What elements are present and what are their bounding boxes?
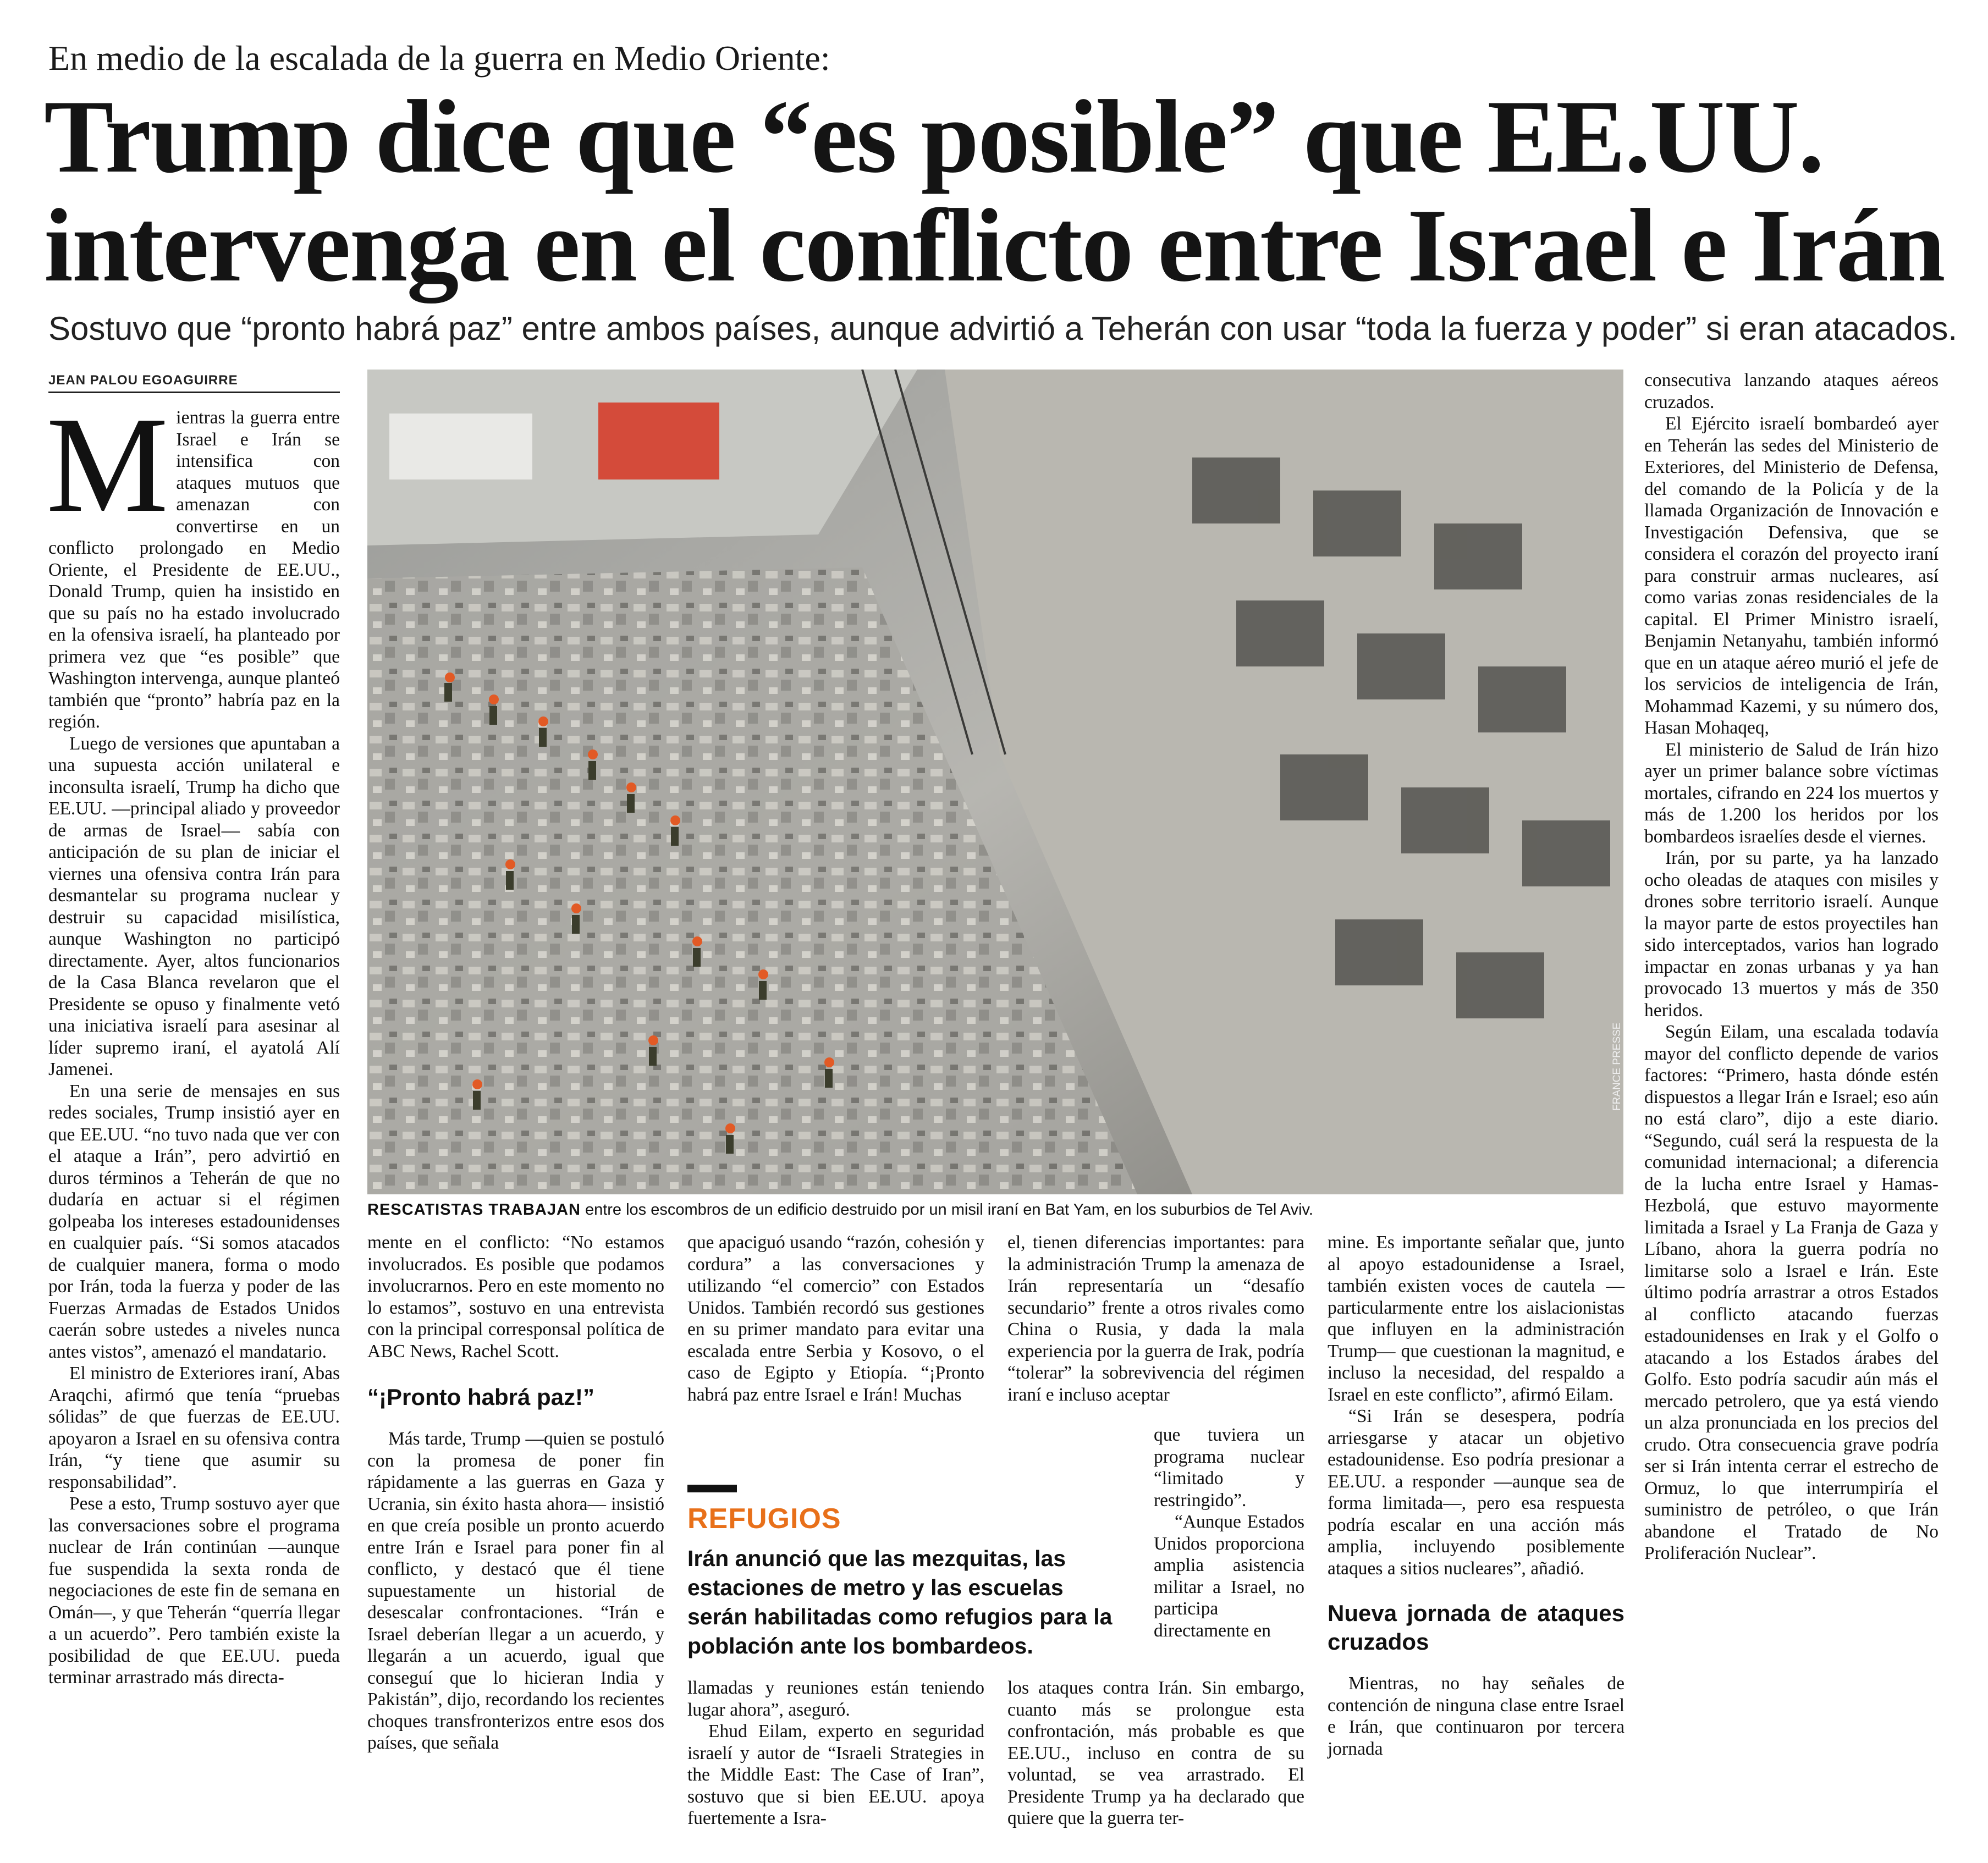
column-6: [1644, 370, 1939, 1564]
column-3-bottom: [687, 1677, 984, 1829]
paragraph: el, tienen diferencias importantes: para la administración Trump la amenaza de Irán representaría un “desafío secundario” frente a otros rivales como China o Rusia, y dada la mala experiencia por la guerra de Irak, podría “tolerar” la sobrevivencia del régimen iraní e incluso aceptar: [1007, 1232, 1304, 1405]
byline: JEAN PALOU EGOAGUIRRE: [48, 373, 340, 393]
paragraph: que tuviera un programa nuclear “limitado y restringido”.: [1154, 1425, 1304, 1511]
column-1: [46, 389, 340, 1689]
paragraph: Mientras, no hay señales de contención de ninguna clase entre Israel e Irán, que continuaron por tercera jornada: [1328, 1673, 1624, 1759]
paragraph: Según Eilam, una escalada todavía mayor del conflicto depende de varios factores: “Primero, hasta dónde estén dispuestos a llegar Irán e Israel; eso aún no está claro”, dijo a este diario. “Segundo, cuál será la respuesta de la comunidad internacional; a diferencia de la lucha entre Israel y Hamas-Hezbolá, que estuvo mayormente limitada a Israel y La Franja de Gaza y Líbano, ahora la guerra podría no limitarse solo a Israel e Irán. Este último podría arrastrar a otros Estados al conflicto atacando fuerzas estadounidenses en Irak y el Golfo o atacando a los Estados árabes del Golfo. Esto podría sacudir aún más el mercado petrolero, que ya está viendo un alza pronunciada en los precios del crudo. Otra consecuencia grave podría ser si Irán intenta cerrar el estrecho de Ormuz, lo que interrumpiría el suministro de petróleo, o que Irán abandone el Tratado de No Proliferación Nuclear”.: [1644, 1022, 1939, 1563]
paragraph: mine. Es importante señalar que, junto al apoyo estadounidense a Israel, también existen voces de cautela —particularmente entre los aislacionistas que influyen en la administración Trump— que cuestionan la magnitud, e incluso la necesidad, del respaldo a Israel en este conflicto”, afirmó Eilam.: [1328, 1232, 1624, 1405]
paragraph: El ministro de Exteriores iraní, Abas Araqchi, afirmó que tenía “pruebas sólidas” de que fuerzas de EE.UU. apoyaron a Israel en su ofensiva contra Irán, “y tiene que asumir su responsabilidad”.: [48, 1363, 340, 1492]
column-4-bottom: [1007, 1677, 1304, 1829]
refugios-box: [687, 1485, 1127, 1661]
paragraph-lead: [46, 389, 340, 733]
paragraph: En una serie de mensajes en sus redes sociales, Trump insistió ayer en que EE.UU. “no tuvo nada que ver con el ataque a Irán”, pero advirtió en duros términos a Teherán de que no dudaría en actuar si el régimen golpeaba los intereses estadounidenses en cualquier país. “Si somos atacados de cualquier manera, forma o modo por Irán, toda la fuerza y poder de las Fuerzas Armadas de Estados Unidos caerán sobre ustedes a niveles nunca antes vistos”, amenazó el mandatario.: [48, 1081, 340, 1362]
paragraph: llamadas y reuniones están teniendo lugar ahora”, aseguró.: [687, 1678, 984, 1720]
headline-line-1: Trump dice que “es posible” que EE.UU.: [44, 79, 1824, 195]
photo-caption: [367, 1200, 1632, 1220]
paragraph: Más tarde, Trump —quien se postuló con la promesa de poner fin rápidamente a las guerras en Gaza y Ucrania, sin éxito hasta ahora— insistió en que creía posible un pronto acuerdo entre Irán e Israel para poner fin al conflicto, y destacó que él tiene supuestamente un historial de desescalar confrontaciones. “Irán e Israel deberían llegar a un acuerdo, y llegarán a un acuerdo, igual que conseguí que lo hicieran India y Pakistán”, dijo, recordando los recientes choques transfronterizos entre esos dos países, que señala: [367, 1429, 664, 1753]
photo-credit: FRANCE PRESSE: [1611, 1022, 1623, 1111]
caption-text: entre los escombros de un edificio destruido por un misil iraní en Bat Yam, en los suburbios de Tel Aviv.: [580, 1201, 1313, 1219]
paragraph: “Si Irán se desespera, podría arriesgarse y atacar un objetivo estadounidense. Eso podría presionar a EE.UU. a responder —aunque sea de forma limitada—, pero esa respuesta podría escalar en una acción más amplia, incluyendo posiblemente ataques a sitios nucleares”, añadió.: [1328, 1406, 1624, 1579]
paragraph: “Aunque Estados Unidos proporciona amplia asistencia militar a Israel, no participa directamente en: [1154, 1512, 1304, 1641]
headline-line-2: intervenga en el conflicto entre Israel e Irán: [44, 188, 1945, 304]
column-4-narrow: [1154, 1424, 1304, 1641]
paragraph: Ehud Eilam, experto en seguridad israelí y autor de “Israeli Strategies in the Middle East: The Case of Iran”, sostuvo que si bien EE.UU. apoya fuertemente a Isra-: [687, 1721, 984, 1828]
box-bar: [687, 1485, 737, 1492]
paragraph: consecutiva lanzando ataques aéreos cruzados.: [1644, 370, 1939, 412]
paragraph: El Ejército israelí bombardeó ayer en Teherán las sedes del Ministerio de Exteriores, del Ministerio de Defensa, del comando de la Policía y de la llamada Organización de Innovación e Investigación Defensiva, que se considera el corazón del proyecto iraní para construir armas nucleares, así como varias zonas residenciales de la capital. El Primer Ministro israelí, Benjamin Netanyahu, también informó que en un ataque aéreo murió el jefe de los servicios de inteligencia de Irán, Mohammad Kazemi, y su número dos, Hasan Mohaqeq,: [1644, 414, 1939, 738]
caption-lead: RESCATISTAS TRABAJAN: [367, 1201, 581, 1219]
section-subtitle: “¡Pronto habrá paz!”: [367, 1384, 595, 1410]
column-2: [367, 1232, 664, 1754]
photo-image: [367, 370, 1623, 1194]
column-3: [687, 1232, 984, 1405]
section-subtitle: Nueva jornada de ataques cruzados: [1328, 1600, 1624, 1655]
paragraph: Pese a esto, Trump sostuvo ayer que las conversaciones sobre el programa nuclear de Irán continúan —aunque fue suspendida la sexta ronda de negociaciones de este fin de semana en Omán—, y que Teherán “querría llegar a un acuerdo”. Pero también existe la posibilidad de que EE.UU. pueda terminar arrastrado más directa-: [48, 1493, 340, 1688]
rubble-photo: [367, 370, 1623, 1194]
paragraph: que apaciguó usando “razón, cohesión y cordura” a las conversaciones y utilizando “el comercio” con Estados Unidos. También recordó sus gestiones en su primer mandato para evitar una escalada entre Serbia y Kosovo, o el caso de Egipto y Etiopía. “¡Pronto habrá paz entre Israel e Irán! Muchas: [687, 1232, 984, 1405]
column-5: [1328, 1232, 1624, 1760]
paragraph: mente en el conflicto: “No estamos involucrados. Es posible que podamos involucrarnos. Pero en este momento no lo estamos”, sostuvo en una entrevista con la principal corresponsal política de ABC News, Rachel Scott.: [367, 1232, 664, 1362]
column-4: [1007, 1232, 1304, 1405]
box-text: Irán anunció que las mezquitas, las estaciones de metro y las escuelas serán habilitadas como refugios para la población ante los bombardeos.: [687, 1546, 1113, 1658]
subhead: Sostuvo que “pronto habrá paz” entre ambos países, aunque advirtió a Teherán con usar “toda la fuerza y poder” si eran atacados.: [48, 310, 1958, 347]
paragraph: Irán, por su parte, ya ha lanzado ocho oleadas de ataques con misiles y drones sobre territorio israelí. Aunque la mayor parte de estos proyectiles han sido interceptados, varios han logrado impactar en zonas urbanas y ya han provocado 13 muertos y más de 350 heridos.: [1644, 848, 1939, 1021]
drop-cap: M: [46, 389, 169, 541]
paragraph: El ministerio de Salud de Irán hizo ayer un primer balance sobre víctimas mortales, cifrando en 224 los muertos y más de 1.200 los heridos por los bombardeos israelíes desde el viernes.: [1644, 739, 1939, 847]
headline: [44, 79, 1958, 304]
box-tag: REFUGIOS: [687, 1503, 841, 1535]
paragraph: los ataques contra Irán. Sin embargo, cuanto más se prolongue esta confrontación, más probable es que EE.UU., incluso en contra de su voluntad, se vea arrastrado. El Presidente Trump ya ha declarado que quiere que la guerra ter-: [1007, 1678, 1304, 1828]
lead-text: ientras la guerra entre Israel e Irán se intensifica con ataques mutuos que amenazan con convertirse en un conflicto prolongado en Medio Oriente, el Presidente de EE.UU., Donald Trump, quien ha insistido en que su país no ha estado involucrado en la ofensiva israelí, ha planteado por primera vez que “es posible” que Washington intervenga, aunque planteó también que “pronto” habría paz en la región.: [48, 407, 340, 732]
kicker: En medio de la escalada de la guerra en Medio Oriente:: [48, 38, 830, 78]
paragraph: Luego de versiones que apuntaban a una supuesta acción unilateral e inconsulta israelí, Trump ha dicho que EE.UU. —principal aliado y proveedor de armas de Israel— sabía con anticipación de su plan de iniciar el viernes una ofensiva contra Irán para desmantelar su programa nuclear y destruir su capacidad misilística, aunque Washington no participó directamente. Ayer, altos funcionarios de la Casa Blanca revelaron que el Presidente se opuso y finalmente vetó una iniciativa israelí para asesinar al líder supremo iraní, el ayatolá Alí Jamenei.: [48, 733, 340, 1079]
